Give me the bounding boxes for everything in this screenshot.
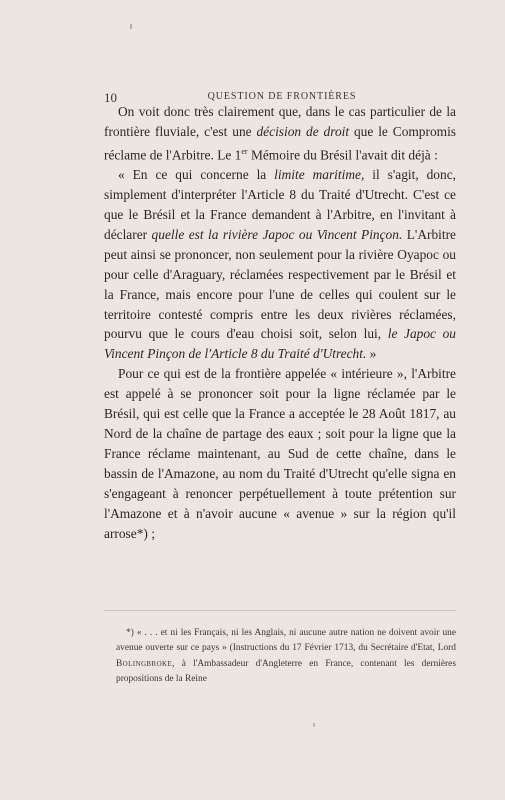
body-text [104, 102, 456, 543]
italic-phrase: le Japoc ou Vincent Pinçon de l'Article 8 du Traité d'Utrecht. [104, 326, 457, 362]
text-run: *) « . . . et ni les Français, ni les Anglais, ni aucune autre nation ne doivent avoir une avenue ouverte sur ce pays » (Instructions du 17 Février 1713, du Secrétaire d'Etat, Lord [116, 628, 456, 654]
small-caps-name: Bolingbroke [116, 658, 173, 669]
paragraph-2-quote [104, 165, 456, 364]
paragraph-1 [104, 102, 456, 165]
printing-mark [130, 24, 132, 29]
text-run: « En ce qui concerne la [118, 167, 275, 183]
printing-mark [313, 723, 315, 727]
text-run: On voit donc très clairement que, dans le cas particulier de la frontière fluviale, c'est une [104, 104, 456, 139]
text-run: , à l'Ambassadeur d'Angleterre en France, contenant les dernières propositions de la Reine [116, 658, 456, 684]
superscript: er [241, 146, 248, 156]
page-number: 10 [104, 90, 117, 105]
text-run: » [366, 346, 377, 362]
text-run: Mémoire du Brésil l'avait dit déjà : [247, 147, 438, 163]
footnote-text [116, 626, 456, 687]
running-title: QUESTION DE FRONTIÈRES [207, 91, 357, 102]
text-run: L'Arbitre peut ainsi se prononcer, non seulement pour la rivière Oyapoc ou pour celle d'Araguary, réclamées respectivement par le Brésil et la France, mais encore pour l'une de celles qui coulent sur le territoire contesté compris entre les deux rivières réclamées, pourvu que le cours d'eau choisi soit, selon lui, [104, 226, 457, 342]
italic-phrase: limite maritime, [274, 167, 365, 183]
footnote-divider [104, 610, 456, 611]
text-run: il s'agit, donc, simplement d'interpréter l'Article 8 du Traité d'Utrecht. C'est ce que le Brésil et la France demandent à l'Arbitre, en l'invitant à déclarer [104, 167, 456, 242]
footnote [116, 626, 456, 687]
italic-phrase: décision de droit [256, 123, 350, 139]
italic-phrase: quelle est la rivière Japoc ou Vincent Pinçon. [151, 226, 403, 242]
text-run: que le Compromis réclame de l'Arbitre. Le 1 [104, 123, 457, 163]
paragraph-3: Pour ce qui est de la frontière appelée « intérieure », l'Arbitre est appelé à se prononcer soit pour la ligne réclamée par le Brésil, qui est celle que la France a acceptée le 28 Août 1817, au Nord de la chaîne de partage des eaux ; soit pour la ligne que la France réclame maintenant, au Sud de cette chaîne, dans le bassin de l'Amazone, au nom du Traité d'Utrecht qu'elle signa en s'engageant à renoncer perpétuellement à toute prétention sur l'Amazone et à n'avoir aucune « avenue » sur la région qu'il arrose*) ; [104, 366, 456, 541]
